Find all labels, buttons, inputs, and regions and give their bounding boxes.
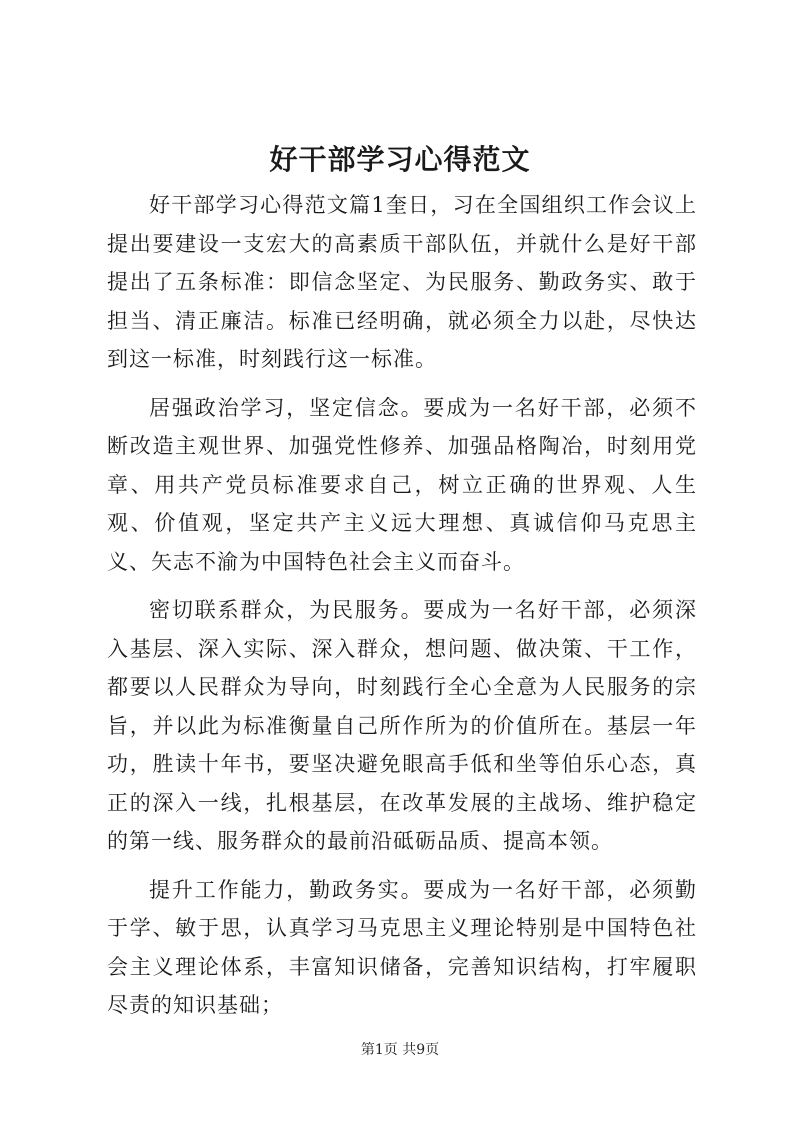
paragraph-serve-people: 密切联系群众，为民服务。要成为一名好干部，必须深入基层、深入实际、深入群众，想问题、做决策、干工作，都要以人民群众为导向，时刻践行全心全意为人民服务的宗旨，并以此为标准衡量自己所作所为的价值所在。基层一年功，胜读十年书，要坚决避免眼高手低和坐等伯乐心态，真正的深入一线，扎根基层，在改革发展的主战场、维护稳定的第一线、服务群众的最前沿砥砺品质、提高本领。 (107, 598, 697, 853)
paragraph-political-study: 居强政治学习，坚定信念。要成为一名好干部，必须不断改造主观世界、加强党性修养、加强品格陶冶，时刻用党章、用共产党员标准要求自己，树立正确的世界观、人生观、价值观，坚定共产主义远大理想、真诚信仰马克思主义、矢志不渝为中国特色社会主义而奋斗。 (107, 395, 697, 574)
paragraph-work-ability: 提升工作能力，勤政务实。要成为一名好干部，必须勤于学、敏于思，认真学习马克思主义理论特别是中国特色社会主义理论体系，丰富知识储备，完善知识结构，打牢履职尽责的知识基础； (107, 877, 697, 1017)
page-title: 好干部学习心得范文 (269, 143, 531, 176)
page-footer: 第1页 共9页 (360, 1042, 440, 1058)
document-body (107, 186, 697, 1035)
paragraph-intro: 好干部学习心得范文篇1奎日，习在全国组织工作会议上提出要建设一支宏大的高素质干部队伍，并就什么是好干部提出了五条标准：即信念坚定、为民服务、勤政务实、敢于担当、清正廉洁。标准已经明确，就必须全力以赴，尽快达到这一标准，时刻践行这一标准。 (107, 193, 697, 371)
